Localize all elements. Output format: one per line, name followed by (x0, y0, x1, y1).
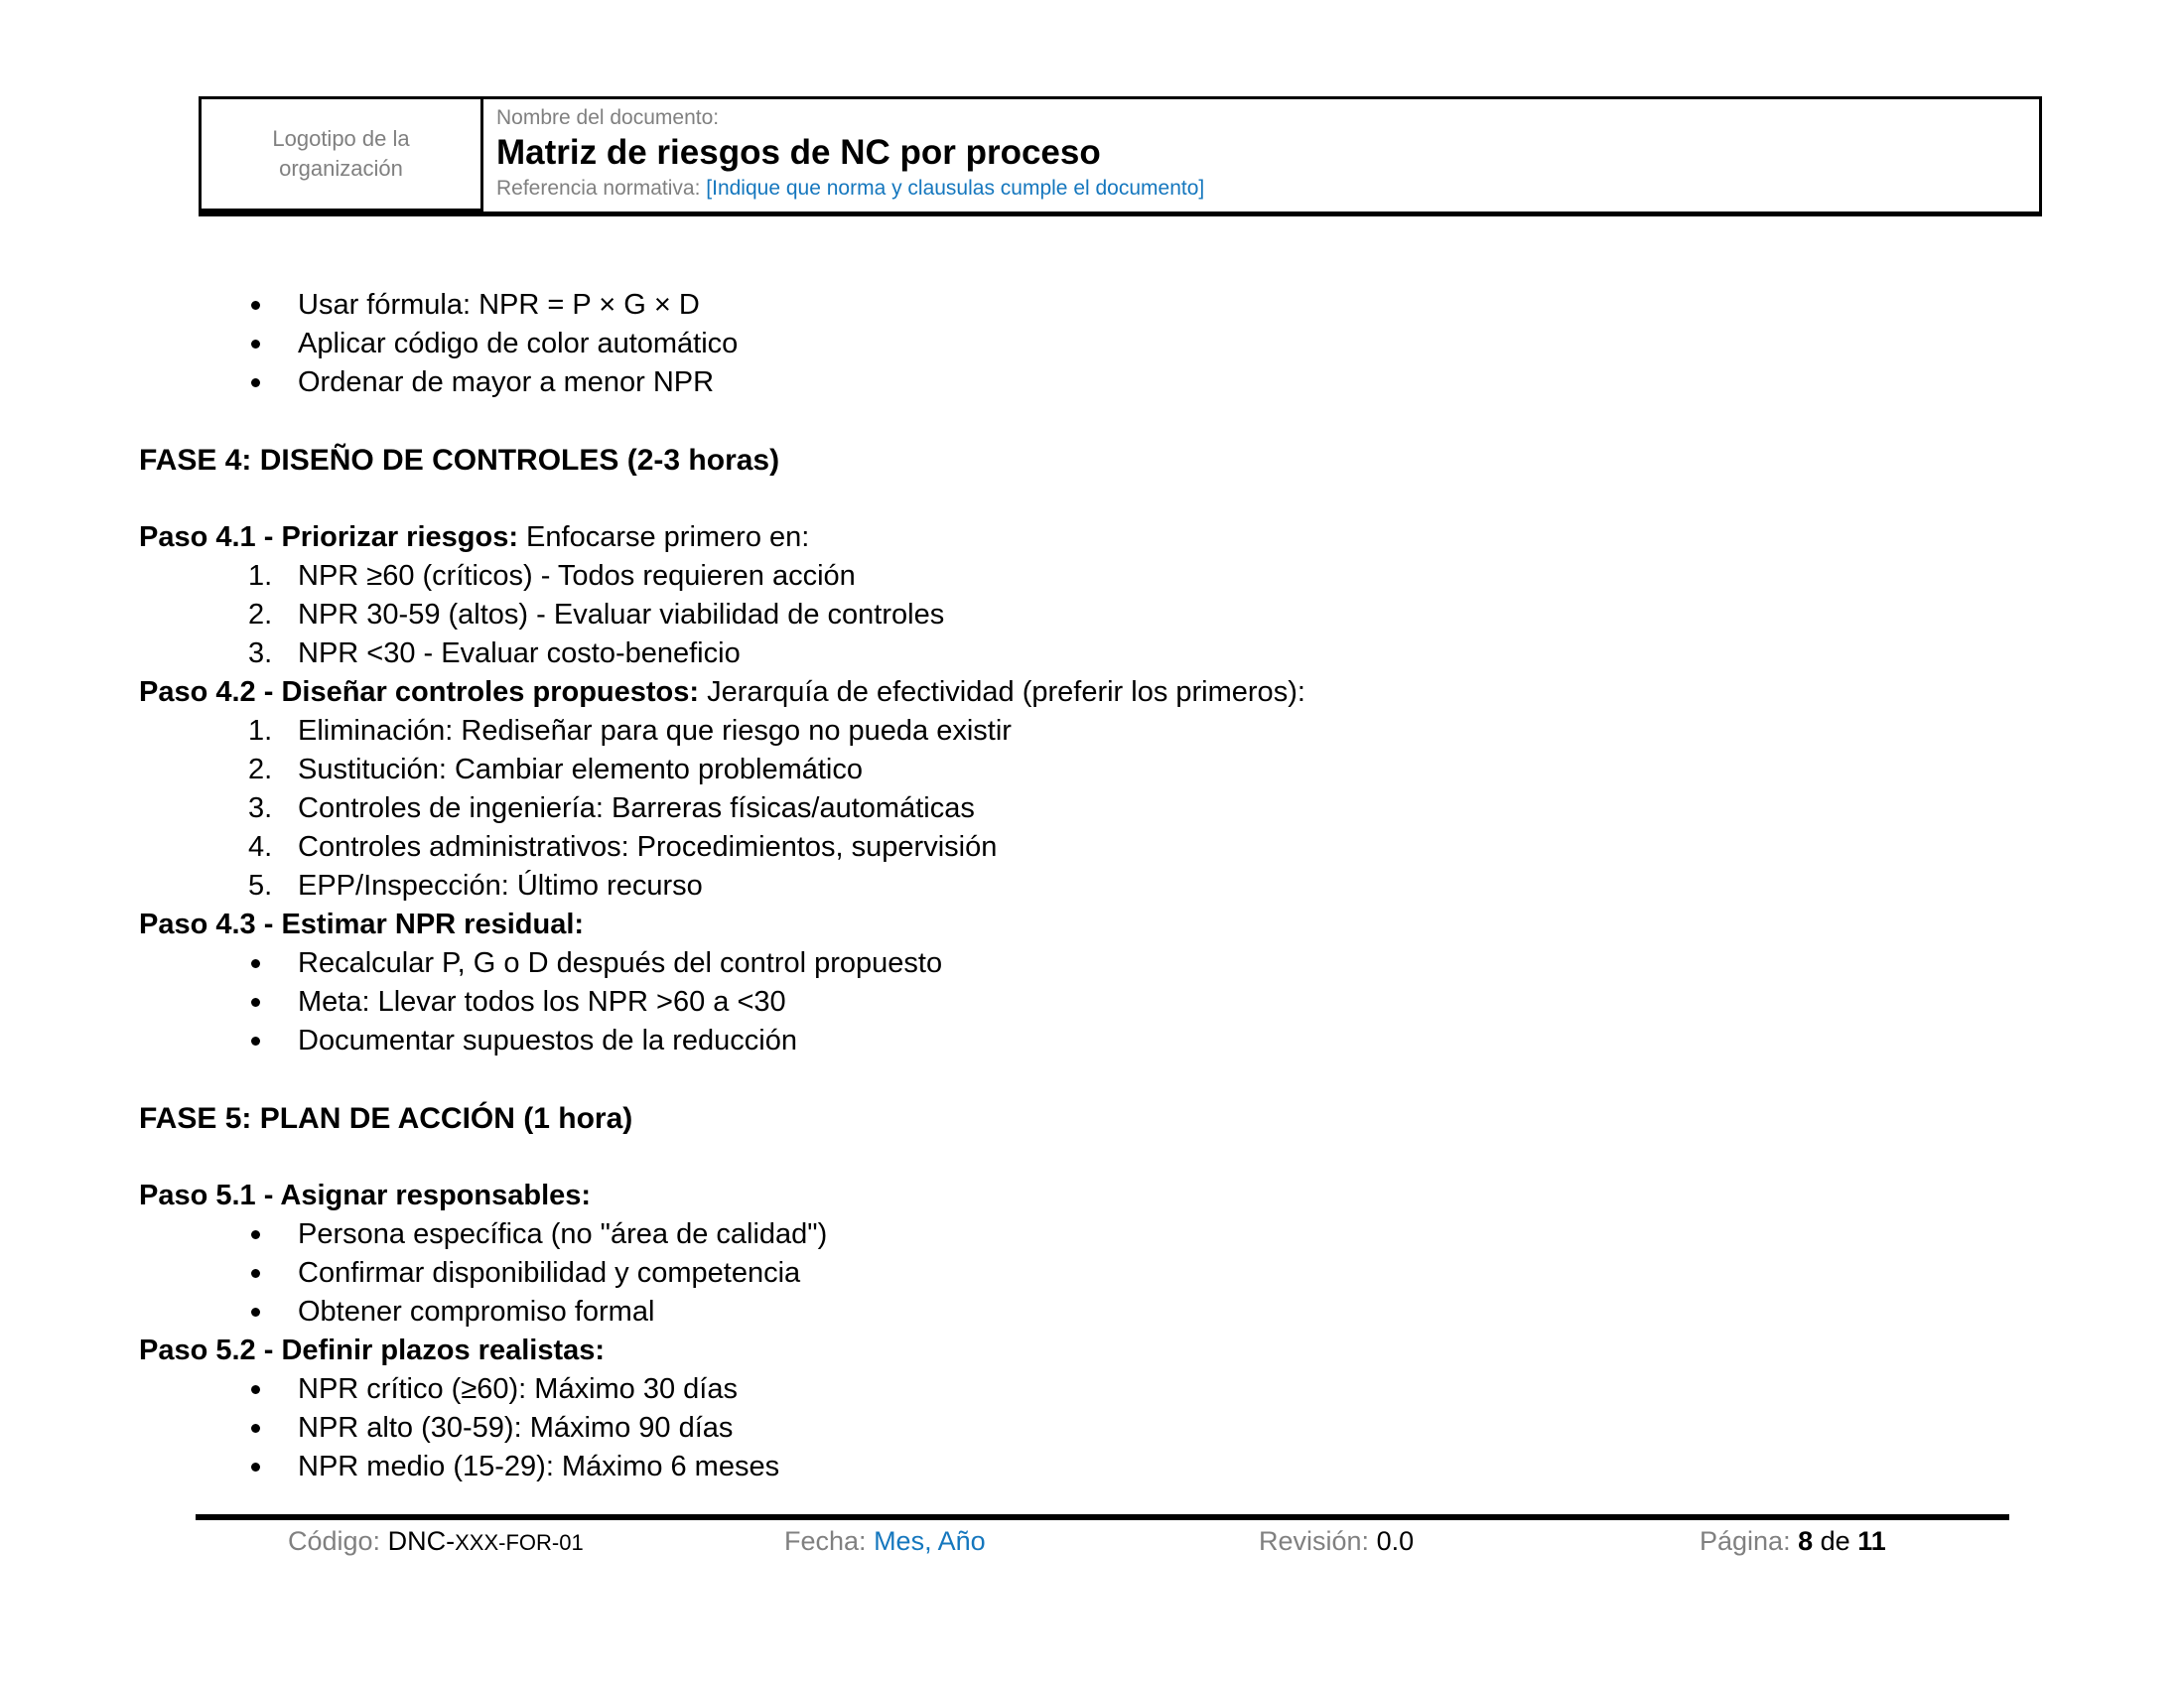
list-item-text: Aplicar código de color automático (298, 328, 739, 359)
document-title-cell (483, 99, 2039, 211)
codigo-value-small: XXX-FOR-01 (455, 1530, 584, 1555)
bullet-icon (251, 1269, 260, 1278)
footer-divider (196, 1514, 2009, 1520)
logo-placeholder-cell (202, 99, 483, 211)
bullet-icon (251, 1308, 260, 1317)
footer-fecha (784, 1526, 986, 1557)
pagina-de: de (1820, 1526, 1850, 1556)
list-item-text: Eliminación: Rediseñar para que riesgo no pueda existir (298, 715, 1012, 747)
revision-label: Revisión: (1259, 1526, 1370, 1556)
footer-revision (1259, 1526, 1414, 1557)
list-number: 2. (248, 599, 273, 631)
list-item-text: Persona específica (no "área de calidad") (298, 1218, 828, 1250)
list-item (139, 867, 2065, 906)
list-item (139, 596, 2065, 634)
normative-reference-line (496, 175, 2039, 203)
paso-5-1-label: Paso 5.1 - Asignar responsables: (139, 1180, 592, 1211)
list-item-text: NPR ≥60 (críticos) - Todos requieren acción (298, 560, 856, 592)
list-item (139, 557, 2065, 596)
list-item-text: NPR medio (15-29): Máximo 6 meses (298, 1451, 780, 1482)
list-item-text: NPR 30-59 (altos) - Evaluar viabilidad de controles (298, 599, 945, 631)
list-item-text: Ordenar de mayor a menor NPR (298, 366, 715, 398)
fase5-heading: FASE 5: PLAN DE ACCIÓN (1 hora) (139, 1102, 633, 1135)
blank-line (139, 480, 2065, 518)
list-number: 3. (248, 637, 273, 669)
list-item (139, 983, 2065, 1022)
blank-line (139, 1060, 2065, 1099)
reference-label: Referencia normativa: (496, 177, 701, 200)
document-header-table (199, 96, 2042, 216)
pagina-label: Página: (1700, 1526, 1791, 1556)
pagina-number: 8 (1798, 1526, 1814, 1556)
list-item (139, 1254, 2065, 1293)
list-item-text: EPP/Inspección: Último recurso (298, 870, 703, 902)
document-title: Matriz de riesgos de NC por proceso (496, 133, 1101, 172)
list-item-text: Recalcular P, G o D después del control propuesto (298, 947, 943, 979)
doc-name-label: Nombre del documento: (496, 106, 720, 129)
bullet-icon (251, 301, 260, 310)
blank-line (139, 402, 2065, 441)
list-number: 2. (248, 754, 273, 785)
paso-4-1-line (139, 518, 2065, 557)
bullet-icon (251, 1385, 260, 1394)
list-number: 3. (248, 792, 273, 824)
list-item (139, 286, 2065, 325)
list-item (139, 363, 2065, 402)
list-item-text: Sustitución: Cambiar elemento problemático (298, 754, 863, 785)
list-item-text: Usar fórmula: NPR = P × G × D (298, 289, 700, 321)
paso-4-2-label: Paso 4.2 - Diseñar controles propuestos: (139, 676, 700, 708)
logo-text-line1: Logotipo de la (272, 126, 410, 151)
fecha-placeholder[interactable]: Mes, Año (874, 1526, 986, 1556)
list-item (139, 634, 2065, 673)
paso-4-1-label: Paso 4.1 - Priorizar riesgos: (139, 521, 518, 553)
list-item (139, 1448, 2065, 1486)
list-item-text: Obtener compromiso formal (298, 1296, 655, 1328)
fecha-label: Fecha: (784, 1526, 867, 1556)
list-number: 4. (248, 831, 273, 863)
logo-text-line2: organización (279, 156, 403, 181)
paso-5-1-line (139, 1177, 2065, 1215)
paso-4-2-line (139, 673, 2065, 712)
bullet-icon (251, 1230, 260, 1239)
bullet-icon (251, 340, 260, 349)
blank-line (139, 1138, 2065, 1177)
bullet-icon (251, 959, 260, 968)
codigo-value-main: DNC- (387, 1526, 456, 1556)
list-item (139, 1293, 2065, 1332)
list-item (139, 712, 2065, 751)
list-item (139, 944, 2065, 983)
list-item (139, 789, 2065, 828)
list-item-text: NPR crítico (≥60): Máximo 30 días (298, 1373, 738, 1405)
document-body (139, 286, 2065, 1486)
list-item-text: Meta: Llevar todos los NPR >60 a <30 (298, 986, 786, 1018)
paso-4-2-text: Jerarquía de efectividad (preferir los primeros): (699, 676, 1305, 708)
paso-5-2-line (139, 1332, 2065, 1370)
list-item-text: NPR alto (30-59): Máximo 90 días (298, 1412, 734, 1444)
list-item-text: Controles administrativos: Procedimientos, supervisión (298, 831, 998, 863)
list-item (139, 828, 2065, 867)
list-item-text: Controles de ingeniería: Barreras físicas/automáticas (298, 792, 975, 824)
list-number: 5. (248, 870, 273, 902)
list-item-text: NPR <30 - Evaluar costo-beneficio (298, 637, 741, 669)
list-number: 1. (248, 560, 273, 592)
revision-value: 0.0 (1376, 1526, 1415, 1556)
paso-4-3-label: Paso 4.3 - Estimar NPR residual: (139, 909, 585, 940)
codigo-label: Código: (288, 1526, 381, 1556)
fase4-heading: FASE 4: DISEÑO DE CONTROLES (2-3 horas) (139, 444, 780, 477)
list-number: 1. (248, 715, 273, 747)
codigo-value (388, 1526, 584, 1556)
pagina-total: 11 (1857, 1526, 1886, 1556)
list-item-text: Documentar supuestos de la reducción (298, 1025, 797, 1056)
paso-5-2-label: Paso 5.2 - Definir plazos realistas: (139, 1335, 606, 1366)
list-item (139, 325, 2065, 363)
footer-codigo (288, 1526, 584, 1557)
paso-4-1-text: Enfocarse primero en: (517, 521, 810, 553)
list-item (139, 1409, 2065, 1448)
list-item (139, 1022, 2065, 1060)
list-item-text: Confirmar disponibilidad y competencia (298, 1257, 801, 1289)
bullet-icon (251, 1037, 260, 1046)
bullet-icon (251, 1424, 260, 1433)
paso-4-3-line (139, 906, 2065, 944)
footer-pagina (1700, 1526, 1886, 1557)
bullet-icon (251, 378, 260, 387)
bullet-icon (251, 1463, 260, 1472)
bullet-icon (251, 998, 260, 1007)
list-item (139, 1215, 2065, 1254)
list-item (139, 751, 2065, 789)
reference-placeholder-link[interactable]: [Indique que norma y clausulas cumple el documento] (706, 177, 1205, 200)
list-item (139, 1370, 2065, 1409)
